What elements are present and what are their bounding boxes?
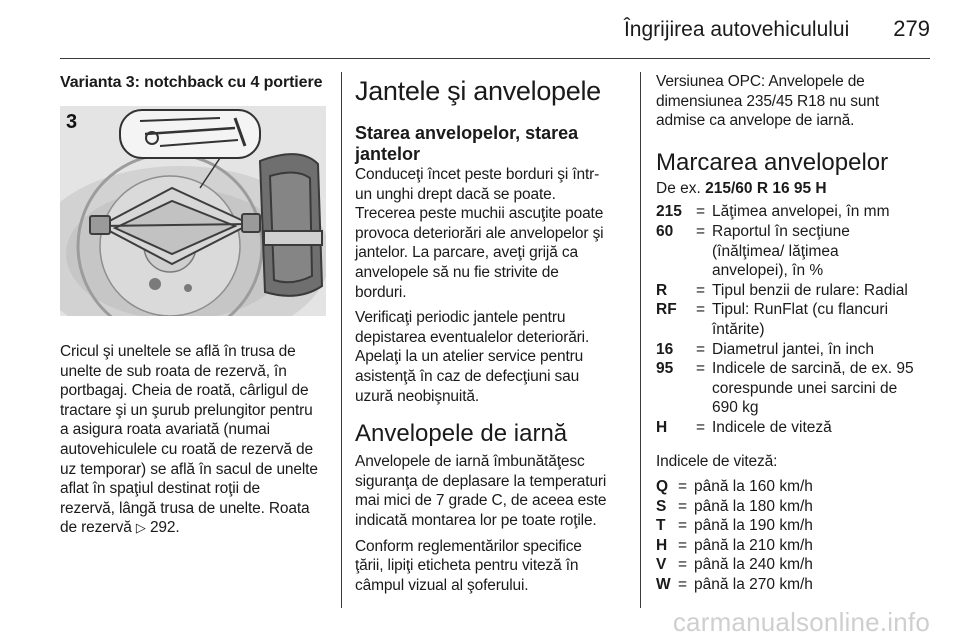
page-header [624,16,930,42]
text-line: mai mici de 7 grade C, de aceea este [355,492,607,510]
example-code: 215/60 R 16 95 H [705,179,827,197]
text-line: autovehiculele cu roată de rezervă de [60,440,313,458]
definition-value [712,418,928,438]
definition-value [712,222,928,281]
speed-key: T [656,517,666,535]
definition-value [712,202,928,222]
equals-sign: = [696,203,706,221]
text-line: Indicele de viteză [712,418,832,436]
definition-row [656,340,928,360]
definition-key: R [656,281,668,299]
text-line: Indicele de sarcină, de ex. 95 [712,360,914,378]
equals-sign: = [678,556,688,574]
watermark: carmanualsonline.info [672,607,930,637]
text-line: un unghi drept dacă se poate. [355,185,556,203]
definition-key: H [656,418,668,436]
speed-value: până la 240 km/h [694,556,813,574]
text-line: câmpul vizual al şoferului. [355,576,529,594]
text-line [60,518,326,538]
definition-key: 95 [656,360,674,378]
equals-sign: = [678,497,688,515]
equals-sign: = [696,418,706,436]
column-divider-1 [341,72,342,608]
speed-index-label: Indicele de viteză: [656,452,778,470]
definition-row [656,281,928,301]
definition-row [656,359,928,418]
page-reference-link[interactable]: 292. [149,519,180,537]
text-line: Tipul: RunFlat (cu flancuri [712,301,889,319]
equals-sign: = [678,576,688,594]
speed-key: Q [656,478,669,496]
text-line: siguranţa de deplasare la temperaturi [355,472,607,490]
equals-sign: = [696,360,706,378]
tool-kit-drawing [60,106,326,316]
speed-key: H [656,536,668,554]
speed-row [656,516,928,536]
text-line: portbagaj. Cheia de roată, cârligul de [60,382,309,400]
speed-row [656,555,928,575]
text-line: Versiunea OPC: Anvelopele de [656,73,865,90]
text-line: jantelor [355,144,421,164]
equals-sign: = [678,517,688,535]
winter-paragraph-2 [355,537,627,596]
text-line: Verificaţi periodic jantele pentru [355,309,566,327]
definition-row [656,202,928,222]
column-1 [60,72,326,538]
speed-index-table [656,477,928,595]
text-line: a asigura roata avariată (numai [60,421,270,439]
text-line: Conduceţi încet peste borduri şi într- [355,166,600,183]
definition-key: 16 [656,340,674,358]
text-line: Anvelopele de iarnă îmbunătăţesc [355,453,585,471]
definition-key: 60 [656,222,674,240]
equals-sign: = [696,222,706,240]
speed-value: până la 160 km/h [694,478,813,496]
example-line [656,179,928,199]
text-line: rezervă, lângă trusa de unelte. Roata [60,499,310,517]
text-line: tractare şi un şurub prelungitor pentru [60,401,313,419]
text-line: Apelaţi la un atelier service pentru [355,348,584,366]
text-line: Trecerea peste muchii ascuţite poate [355,205,604,223]
text-line: asistenţă în caz de defecţiuni sau [355,367,580,385]
text-line: ţării, lipiţi eticheta pentru viteză în [355,557,579,575]
column-divider-2 [640,72,641,608]
text-line: depistarea eventualelor deteriorări. [355,328,590,346]
tool-kit-illustration [60,106,326,316]
definition-value [712,281,928,301]
speed-key: W [656,576,671,594]
text-line: corespunde unei sarcini de [712,379,898,397]
text-line: Tipul benzii de rulare: Radial [712,281,908,299]
text-line: provoca deteriorări ale anvelopelor şi [355,224,604,242]
definition-row [656,222,928,281]
example-prefix: De ex. [656,179,701,197]
section-title-tyre-marking: Marcarea anvelopelor [656,148,889,176]
text-line: Raportul în secţiune [712,222,850,240]
section-title-winter-tyres: Anvelopele de iarnă [355,420,568,448]
text-line: Diametrul jantei, în inch [712,340,874,358]
text-line: uzură neobişnuită. [355,387,479,405]
opc-note [656,72,928,131]
text-line: jantelor. La parcare, aveţi grijă ca [355,244,578,262]
equals-sign: = [696,340,706,358]
speed-row [656,536,928,556]
text-line: uz temporar) se află în sacul de unelte [60,460,318,478]
text-line: aflat în spaţiul destinat roţii de [60,480,260,498]
condition-paragraph-1 [355,165,627,302]
equals-sign: = [696,281,706,299]
page-number: 279 [893,16,930,41]
column-2 [355,72,627,595]
speed-row [656,497,928,517]
text-line: indicată montarea lor pe toate roţile. [355,511,597,529]
text-line: unelte de sub roata de rezervă, în [60,362,287,380]
text-line: anvelopei), în % [712,262,824,280]
text-line: borduri. [355,283,407,301]
figure-number: 3 [66,111,78,133]
condition-paragraph-2 [355,308,627,406]
tool-kit-paragraph [60,342,326,538]
text-fragment: de rezervă [60,519,132,537]
text-line: Cricul şi uneltele se află în trusa de [60,343,296,360]
text-line: întărite) [712,320,765,338]
definition-value [712,340,928,360]
speed-row [656,477,928,497]
column-3 [656,72,928,595]
speed-value: până la 210 km/h [694,536,813,554]
speed-value: până la 190 km/h [694,517,813,535]
equals-sign: = [678,536,688,554]
header-title: Îngrijirea autovehiculului [623,18,850,41]
speed-value: până la 180 km/h [694,497,813,515]
equals-sign: = [696,301,706,319]
text-line: 690 kg [712,399,759,417]
definition-key: 215 [656,203,682,221]
text-line: (înălţimea/ lăţimea [712,242,839,260]
speed-value: până la 270 km/h [694,576,813,594]
text-line: admise ca anvelope de iarnă. [656,112,855,130]
definition-key: RF [656,301,677,319]
equals-sign: = [678,478,688,496]
definition-value [712,300,928,339]
speed-key: V [656,556,667,574]
speed-key: S [656,497,667,515]
page-reference-arrow-icon[interactable]: ▷ [135,520,146,536]
definition-row [656,418,928,438]
winter-paragraph-1 [355,452,627,530]
marking-definitions [656,202,928,437]
text-line: anvelopele să nu fie strivite de [355,263,559,281]
subsection-title-condition [355,123,627,165]
text-line: Starea anvelopelor, starea [355,123,579,143]
text-line: Lăţimea anvelopei, în mm [712,203,890,221]
text-line: Conform reglementărilor specifice [355,537,582,555]
definition-row [656,300,928,339]
section-title-wheels-tyres: Jantele şi anvelopele [355,76,601,106]
variant-title: Varianta 3: notchback cu 4 portiere [60,74,323,91]
speed-row [656,575,928,595]
definition-value [712,359,928,418]
header-rule [60,58,930,59]
text-line: dimensiunea 235/45 R18 nu sunt [656,92,879,110]
